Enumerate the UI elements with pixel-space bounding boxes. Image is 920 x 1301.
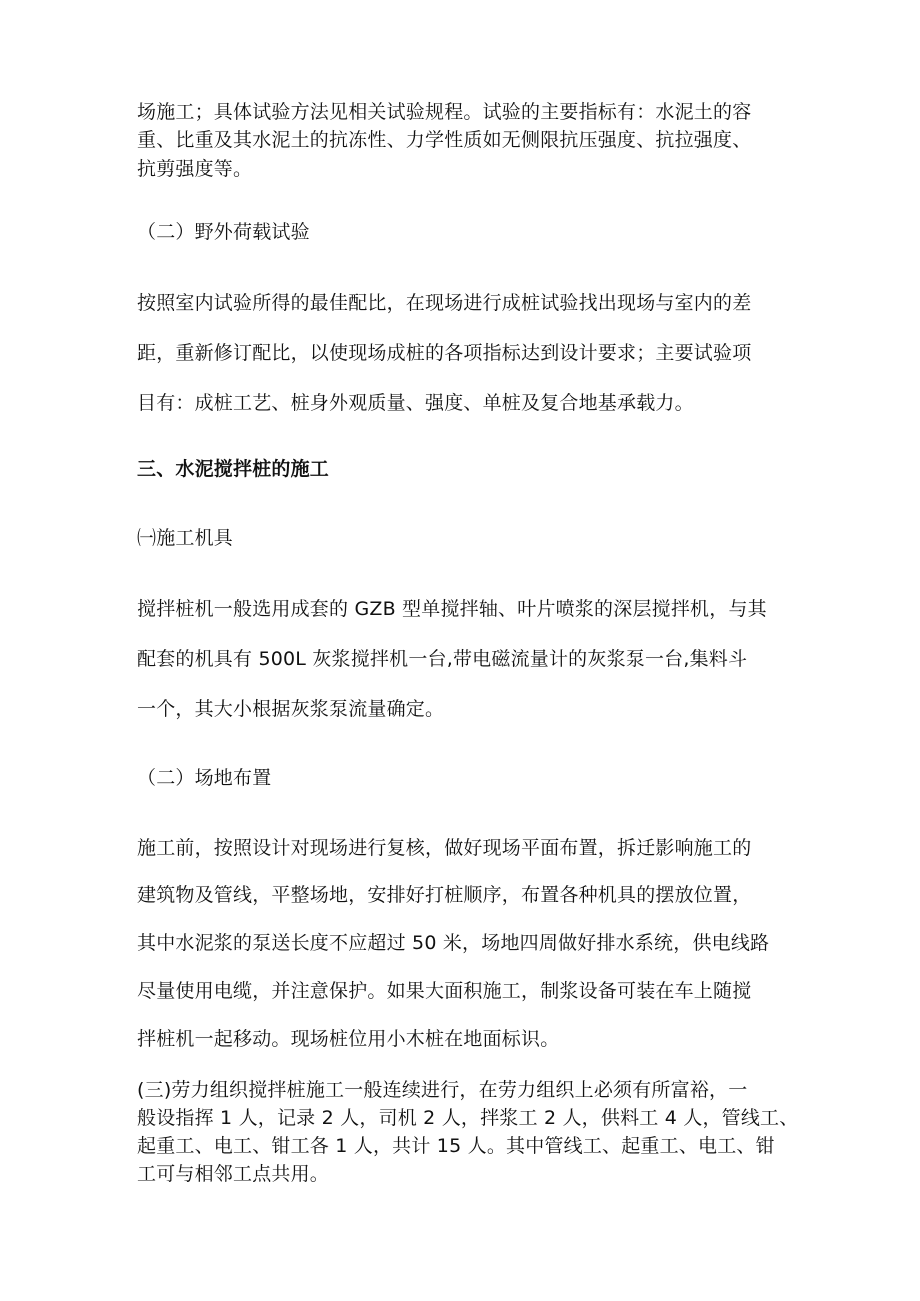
subheading-field-load-test: （二）野外荷载试验: [137, 221, 310, 243]
text-line: 建筑物及管线，平整场地，安排好打桩顺序，布置各种机具的摆放位置，: [137, 884, 752, 906]
text-line: 搅拌桩机一般选用成套的 GZB 型单搅拌轴、叶片喷浆的深层搅拌机，与其: [137, 598, 767, 620]
text-line: 其中水泥浆的泵送长度不应超过 50 米，场地四周做好排水系统，供电线路: [137, 932, 770, 954]
text-line: 配套的机具有 500L 灰浆搅拌机一台,带电磁流量计的灰浆泵一台,集料斗: [137, 648, 748, 670]
text-line: 场施工；具体试验方法见相关试验规程。试验的主要指标有：水泥土的容: [137, 101, 752, 123]
text-line: 工可与相邻工点共用。: [137, 1163, 330, 1185]
section-heading-construction: 三、水泥搅拌桩的施工: [137, 458, 330, 480]
text-line: 施工前，按照设计对现场进行复核，做好现场平面布置，拆迁影响施工的: [137, 837, 752, 859]
subheading-equipment: ㈠施工机具: [137, 527, 234, 549]
text-line: 重、比重及其水泥土的抗冻性、力学性质如无侧限抗压强度、抗拉强度、: [137, 129, 752, 151]
text-line: 按照室内试验所得的最佳配比，在现场进行成桩试验找出现场与室内的差: [137, 292, 752, 314]
text-line: 一个，其大小根据灰浆泵流量确定。: [137, 698, 445, 720]
text-line: 目有：成桩工艺、桩身外观质量、强度、单桩及复合地基承载力。: [137, 392, 694, 414]
text-line: 般设指挥 1 人，记录 2 人，司机 2 人，拌浆工 2 人，供料工 4 人，管线工、: [137, 1107, 799, 1129]
text-line: 起重工、电工、钳工各 1 人，共计 15 人。其中管线工、起重工、电工、钳: [137, 1135, 775, 1157]
text-line: 尽量使用电缆，并注意保护。如果大面积施工，制浆设备可装在车上随搅: [137, 980, 752, 1002]
text-line: (三)劳力组织搅拌桩施工一般连续进行，在劳力组织上必须有所富裕，一: [137, 1079, 748, 1101]
text-line: 拌桩机一起移动。现场桩位用小木桩在地面标识。: [137, 1028, 560, 1050]
subheading-site-layout: （二）场地布置: [137, 767, 272, 789]
text-line: 抗剪强度等。: [137, 158, 253, 180]
text-line: 距，重新修订配比，以使现场成桩的各项指标达到设计要求；主要试验项: [137, 342, 752, 364]
